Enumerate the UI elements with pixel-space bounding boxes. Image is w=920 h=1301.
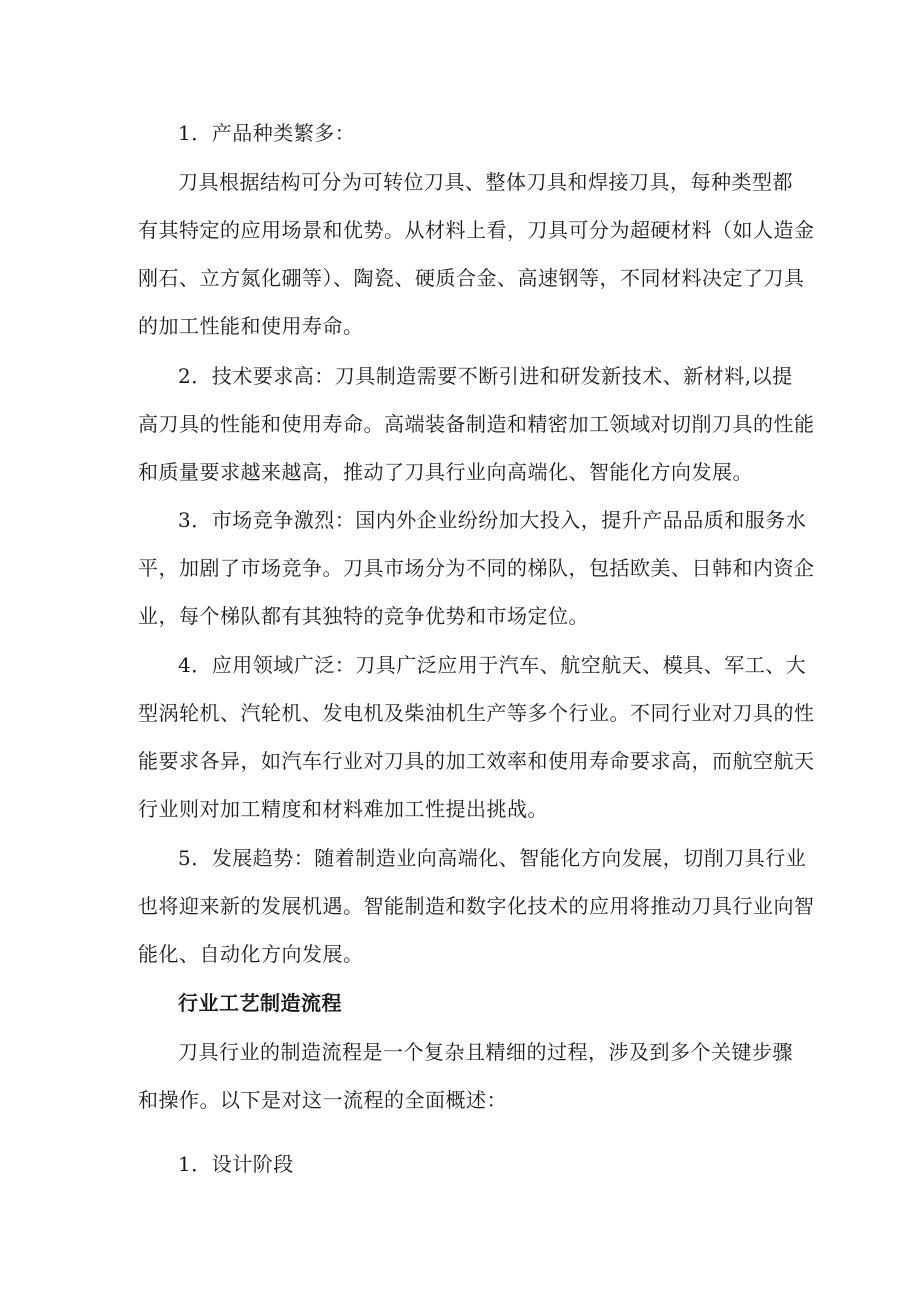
paragraph-line: 行业则对加工精度和材料难加工性提出挑战。 [138,797,548,821]
paragraph-line: 5．发展趋势：随着制造业向高端化、智能化方向发展，切削刀具行业 [178,846,807,870]
paragraph-line: 能要求各异，如汽车行业对刀具的加工效率和使用寿命要求高，而航空航天 [138,749,815,773]
paragraph-line: 刀具行业的制造流程是一个复杂且精细的过程，涉及到多个关键步骤 [178,1040,793,1064]
paragraph-line: 2．技术要求高：刀具制造需要不断引进和研发新技术、新材料,以提 [178,364,793,388]
paragraph-line: 有其特定的应用场景和优势。从材料上看，刀具可分为超硬材料（如人造金 [138,218,815,242]
list-item-heading-1: 1．产品种类繁多： [178,121,356,145]
section-heading: 行业工艺制造流程 [178,991,342,1015]
list-item-heading-design: 1．设计阶段 [178,1152,294,1176]
paragraph-line: 平，加剧了市场竞争。刀具市场分为不同的梯队，包括欧美、日韩和内资企 [138,556,815,580]
paragraph-line: 也将迎来新的发展机遇。智能制造和数字化技术的应用将推动刀具行业向智 [138,894,815,918]
paragraph-line: 和操作。以下是对这一流程的全面概述： [138,1088,507,1112]
paragraph-line: 的加工性能和使用寿命。 [138,314,364,338]
paragraph-line: 能化、自动化方向发展。 [138,942,364,966]
paragraph-line: 刀具根据结构可分为可转位刀具、整体刀具和焊接刀具，每种类型都 [178,170,793,194]
paragraph-line: 4．应用领域广泛：刀具广泛应用于汽车、航空航天、模具、军工、大 [178,653,807,677]
paragraph-line: 刚石、立方氮化硼等）、陶瓷、硬质合金、高速钢等，不同材料决定了刀具 [138,266,805,290]
paragraph-line: 和质量要求越来越高，推动了刀具行业向高端化、智能化方向发展。 [138,460,753,484]
paragraph-line: 高刀具的性能和使用寿命。高端装备制造和精密加工领域对切削刀具的性能 [138,412,815,436]
paragraph-line: 业，每个梯队都有其独特的竞争优势和市场定位。 [138,604,589,628]
paragraph-line: 型涡轮机、汽轮机、发电机及柴油机生产等多个行业。不同行业对刀具的性 [138,701,815,725]
paragraph-line: 3．市场竞争激烈：国内外企业纷纷加大投入，提升产品品质和服务水 [178,508,807,532]
